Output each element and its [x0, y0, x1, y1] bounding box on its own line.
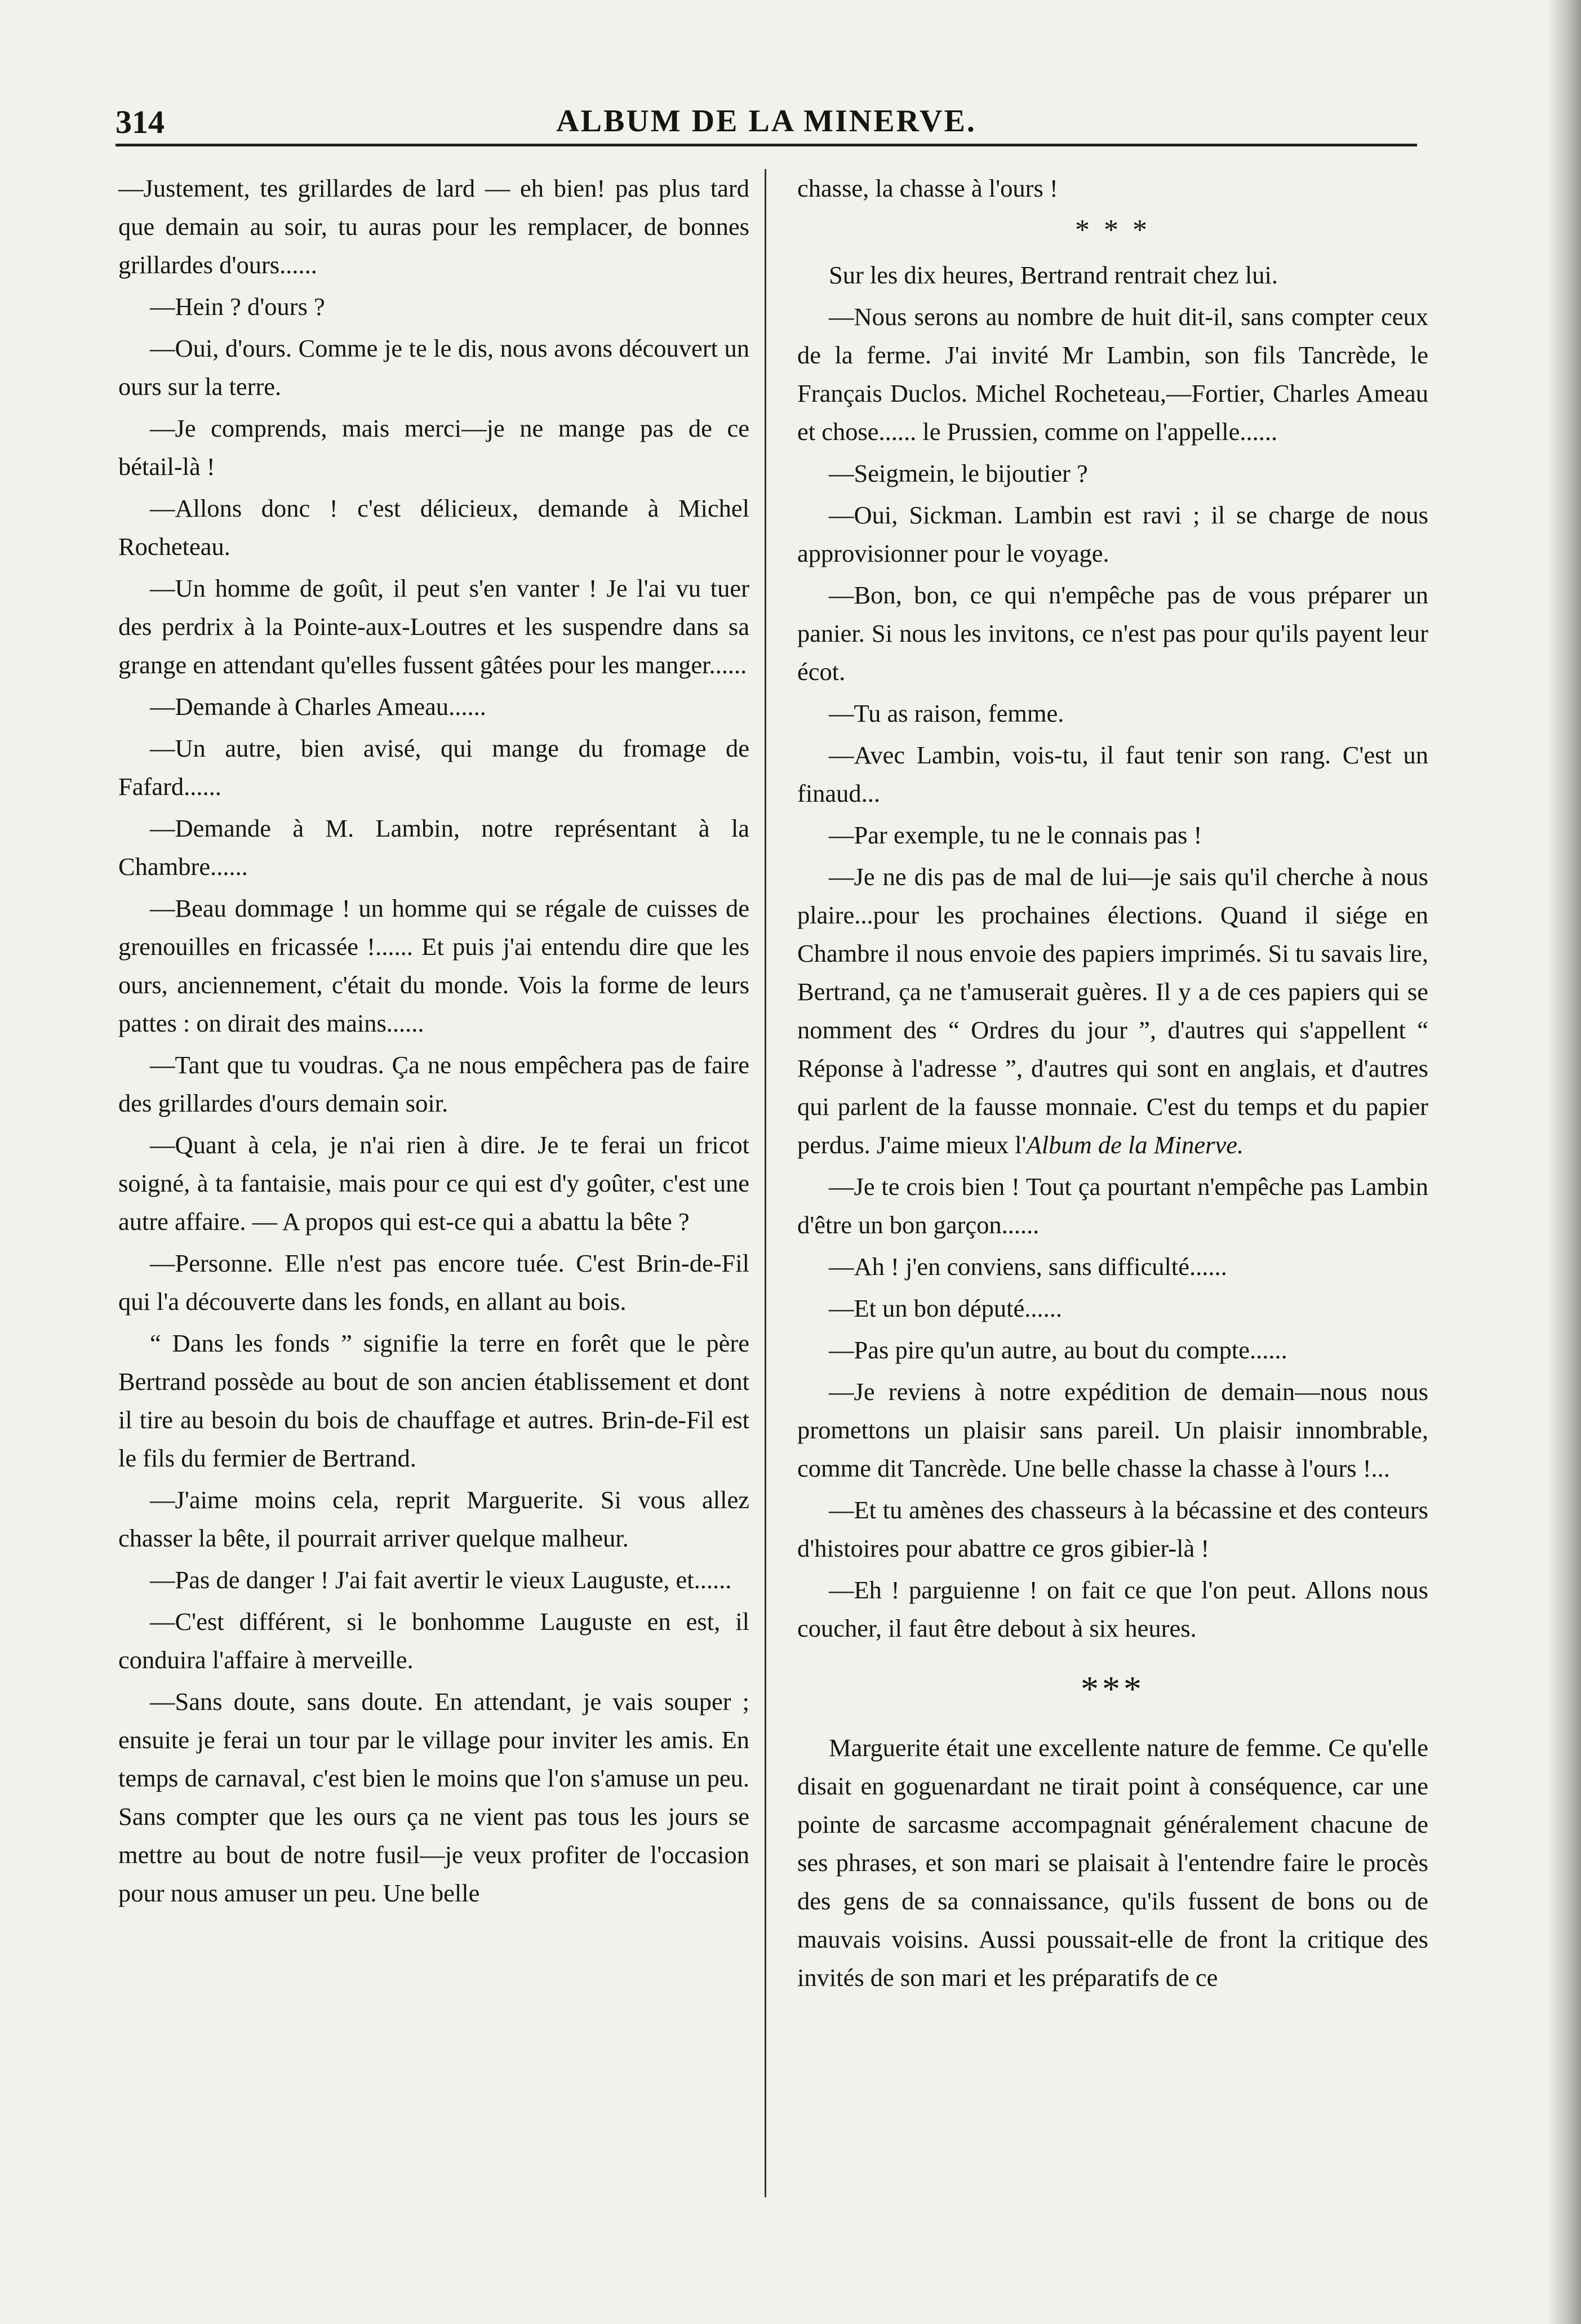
paragraph: —Avec Lambin, vois-tu, il faut tenir son rang. C'est un finaud...: [797, 741, 1428, 807]
paragraph-text: —Je ne dis pas de mal de lui—je sais qu'il cherche à nous plaire...pour les prochaines élections. Quand il siége en Chambre il nous envoie des papiers imprimés. Si tu savais lire, Bertrand, ça ne t'amuserait guères. Il y a de ces papiers qui se nomment des “ Ordres du jour ”, d'autres qui s'appellent “ Réponse à l'adresse ”, d'autres qui sont en anglais, et d'autres qui parlent de la fausse monnaie. C'est du temps et du papier perdus. J'aime mieux l': [797, 863, 1428, 1159]
running-title: ALBUM DE LA MINERVE.: [556, 104, 976, 139]
paragraph: —Je reviens à notre expédition de demain—nous nous promettons un plaisir sans pareil. Un plaisir innombrable, comme dit Tancrède. Une belle chasse la chasse à l'ours !...: [797, 1377, 1428, 1482]
section-separator: ***: [1081, 1669, 1145, 1709]
paragraph: —Hein ? d'ours ?: [150, 292, 325, 321]
paragraph: —Seigmein, le bijoutier ?: [829, 459, 1088, 487]
paragraph: —C'est différent, si le bonhomme Lauguste en est, il conduira l'affaire à merveille.: [118, 1607, 749, 1674]
page-number: 314: [116, 104, 165, 140]
paragraph: “ Dans les fonds ” signifie la terre en forêt que le père Bertrand possède au bout de son ancien établissement et dont il tire au besoin du bois de chauffage et autres. Brin-de-Fil est le fils du fermier de Bertrand.: [118, 1329, 749, 1472]
paragraph: —Oui, Sickman. Lambin est ravi ; il se charge de nous approvisionner pour le voyage.: [797, 501, 1428, 567]
italic-title: Album de la Minerve.: [1026, 1131, 1244, 1159]
paragraph: —Oui, d'ours. Comme je te le dis, nous avons découvert un ours sur la terre.: [118, 334, 749, 401]
paragraph: Marguerite était une excellente nature de femme. Ce qu'elle disait en goguenardant ne tirait point à conséquence, car une pointe de sarcasme accompagnait généralement chacune de ses phrases, et son mari se plaisait à l'entendre faire le procès des gens de sa connaissance, qu'ils fussent de bons ou de mauvais voisins. Aussi poussait-elle de front la critique des invités de son mari et les préparatifs de ce: [797, 1734, 1428, 1992]
section-separator: * * *: [1075, 214, 1151, 246]
paragraph: —Je te crois bien ! Tout ça pourtant n'empêche pas Lambin d'être un bon garçon......: [797, 1172, 1428, 1239]
paragraph-continuation: chasse, la chasse à l'ours !: [797, 174, 1058, 202]
paragraph: —Ah ! j'en conviens, sans difficulté......: [829, 1252, 1227, 1281]
paragraph: —Par exemple, tu ne le connais pas !: [829, 821, 1202, 849]
paragraph: —Nous serons au nombre de huit dit-il, sans compter ceux de la ferme. J'ai invité Mr Lambin, son fils Tancrède, le Français Duclos. Michel Rocheteau,—Fortier, Charles Ameau et chose...... le Prussien, comme on l'appelle......: [797, 303, 1428, 446]
paragraph: —Allons donc ! c'est délicieux, demande à Michel Rocheteau.: [118, 494, 749, 561]
paragraph: —Personne. Elle n'est pas encore tuée. C'est Brin-de-Fil qui l'a découverte dans les fonds, en allant au bois.: [118, 1249, 749, 1316]
scan-edge-shadow: [1547, 0, 1581, 2324]
paragraph: Sur les dix heures, Bertrand rentrait chez lui.: [829, 261, 1278, 289]
paragraph: —Eh ! parguienne ! on fait ce que l'on peut. Allons nous coucher, il faut être debout à six heures.: [797, 1576, 1428, 1642]
paragraph-with-italic: [797, 857, 1428, 1164]
paragraph: —Demande à M. Lambin, notre représentant à la Chambre......: [118, 814, 749, 881]
right-column: [797, 169, 1428, 2000]
paragraph: —Pas de danger ! J'ai fait avertir le vieux Lauguste, et......: [150, 1566, 732, 1594]
page-header: [116, 99, 1417, 146]
paragraph: —Je comprends, mais merci—je ne mange pas de ce bétail-là !: [118, 414, 749, 481]
paragraph: —Justement, tes grillardes de lard — eh bien! pas plus tard que demain au soir, tu auras pour les remplacer, de bonnes grillardes d'ours......: [118, 174, 749, 279]
paragraph: —Et tu amènes des chasseurs à la bécassine et des conteurs d'histoires pour abattre ce gros gibier-là !: [797, 1496, 1428, 1562]
paragraph: —Sans doute, sans doute. En attendant, je vais souper ; ensuite je ferai un tour par le village pour inviter les amis. En temps de carnaval, c'est bien le moins que l'on s'amuse un peu. Sans compter que les ours ça ne vient pas tous les jours se mettre au bout de notre fusil—je veux profiter de l'occasion pour nous amuser un peu. Une belle: [118, 1687, 749, 1907]
paragraph: —Quant à cela, je n'ai rien à dire. Je te ferai un fricot soigné, à ta fantaisie, mais pour ce qui est d'y goûter, c'est une autre affaire. — A propos qui est-ce qui a abattu la bête ?: [118, 1131, 749, 1236]
column-divider: [765, 169, 766, 2197]
paragraph: —Et un bon député......: [829, 1294, 1063, 1322]
left-column: [118, 169, 749, 1916]
paragraph: —J'aime moins cela, reprit Marguerite. Si vous allez chasser la bête, il pourrait arriver quelque malheur.: [118, 1486, 749, 1552]
paragraph: —Un autre, bien avisé, qui mange du fromage de Fafard......: [118, 734, 749, 801]
paragraph: —Beau dommage ! un homme qui se régale de cuisses de grenouilles en fricassée !...... Et puis j'ai entendu dire que les ours, anciennement, c'était du monde. Vois la forme de leurs pattes : on dirait des mains......: [118, 894, 749, 1037]
paragraph: —Un homme de goût, il peut s'en vanter ! Je l'ai vu tuer des perdrix à la Pointe-aux-Loutres et les suspendre dans sa grange en attendant qu'elles fussent gâtées pour les manger......: [118, 574, 749, 679]
paragraph: —Bon, bon, ce qui n'empêche pas de vous préparer un panier. Si nous les invitons, ce n'est pas pour qu'ils payent leur écot.: [797, 581, 1428, 686]
paragraph: —Tu as raison, femme.: [829, 699, 1064, 727]
paragraph: —Demande à Charles Ameau......: [150, 692, 486, 721]
paragraph: —Tant que tu voudras. Ça ne nous empêchera pas de faire des grillardes d'ours demain soir.: [118, 1051, 749, 1117]
paragraph: —Pas pire qu'un autre, au bout du compte......: [829, 1336, 1287, 1364]
